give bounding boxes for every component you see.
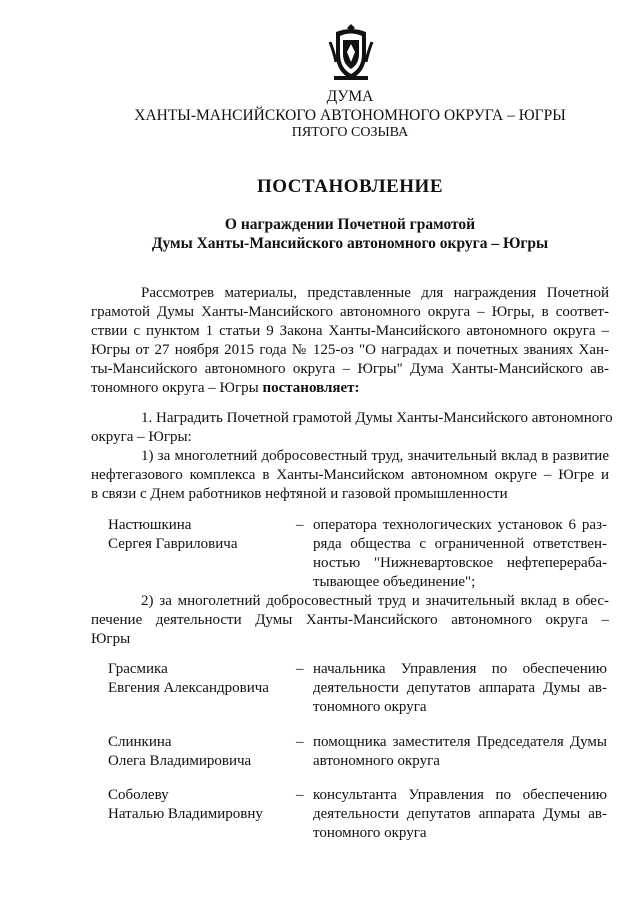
awardee-surname: Настюшкина — [108, 517, 192, 533]
org-convocation: ПЯТОГО СОЗЫВА — [291, 125, 409, 140]
awardee-desc-line: начальника Управления по обеспечению — [313, 661, 607, 677]
awardee-desc-line: деятельности депутатов аппарата Думы ав- — [313, 806, 607, 822]
preamble-line: Рассмотрев материалы, представленные для награждения Почетной — [141, 285, 609, 301]
preamble-text: тономного округа – Югры — [91, 380, 263, 396]
awardee-desc-line: тывающее объединение"; — [313, 574, 476, 590]
document-type-title: ПОСТАНОВЛЕНИЕ — [256, 176, 444, 197]
subject-line1: О награждении Почетной грамотой — [224, 216, 476, 233]
dash-separator: – — [296, 734, 304, 750]
org-name-line1: ДУМА — [326, 88, 374, 105]
org-name-line2: ХАНТЫ-МАНСИЙСКОГО АВТОНОМНОГО ОКРУГА – ЮГРЫ — [134, 107, 566, 124]
sub1-line: в связи с Днем работников нефтяной и газовой промышленности — [91, 486, 508, 502]
item1-line: 1. Наградить Почетной грамотой Думы Ханты-Мансийского автономного — [141, 410, 613, 426]
awardee-desc-line: тономного округа — [313, 825, 427, 841]
awardee-desc-line: помощника заместителя Председателя Думы — [313, 734, 607, 750]
awardee-desc-line: консультанта Управления по обеспечению — [313, 787, 607, 803]
awardee-desc-line: автономного округа — [313, 753, 440, 769]
awardee-surname: Грасмика — [108, 661, 168, 677]
subject-line2: Думы Ханты-Мансийского автономного округа – Югры — [151, 235, 549, 252]
awardee-desc-line: деятельности депутатов аппарата Думы ав- — [313, 680, 607, 696]
preamble-line: грамотой Думы Ханты-Мансийского автономного округа – Югры, в соответ- — [91, 304, 609, 320]
awardee-given-name: Евгения Александровича — [108, 680, 269, 696]
awardee-desc-line: ностью "Нижневартовское нефтеперераба- — [313, 555, 607, 571]
awardee-given-name: Сергея Гавриловича — [108, 536, 238, 552]
sub1-line: нефтегазового комплекса в Ханты-Мансийском автономном округе – Югре и — [91, 467, 609, 483]
awardee-surname: Слинкина — [108, 734, 172, 750]
sub2-line: Югры — [91, 631, 131, 647]
awardee-desc-line: тономного округа — [313, 699, 427, 715]
resolves-keyword: постановляет: — [262, 380, 360, 396]
preamble-last-line — [91, 379, 609, 397]
dash-separator: – — [296, 787, 304, 803]
dash-separator: – — [296, 661, 304, 677]
dash-separator: – — [296, 517, 304, 533]
awardee-desc-line: ряда общества с ограниченной ответствен- — [313, 536, 607, 552]
awardee-desc-line: оператора технологических установок 6 раз- — [313, 517, 607, 533]
preamble-line: Югры от 27 ноября 2015 года № 125-оз "О наградах и почетных званиях Хан- — [91, 342, 609, 358]
sub1-line: 1) за многолетний добросовестный труд, значительный вклад в развитие — [141, 448, 609, 464]
sub2-line: печение деятельности Думы Ханты-Мансийского автономного округа – — [91, 612, 609, 628]
preamble-line: ты-Мансийского автономного округа – Югры" Дума Ханты-Мансийского ав- — [91, 361, 609, 377]
coat-of-arms-icon — [328, 22, 374, 82]
awardee-given-name: Наталью Владимировну — [108, 806, 263, 822]
awardee-given-name: Олега Владимировича — [108, 753, 252, 769]
item1-line: округа – Югры: — [91, 429, 192, 445]
sub2-line: 2) за многолетний добросовестный труд и значительный вклад в обес- — [141, 593, 609, 609]
preamble-line: ствии с пунктом 1 статьи 9 Закона Ханты-Мансийского автономного округа – — [91, 323, 609, 339]
awardee-surname: Соболеву — [108, 787, 169, 803]
